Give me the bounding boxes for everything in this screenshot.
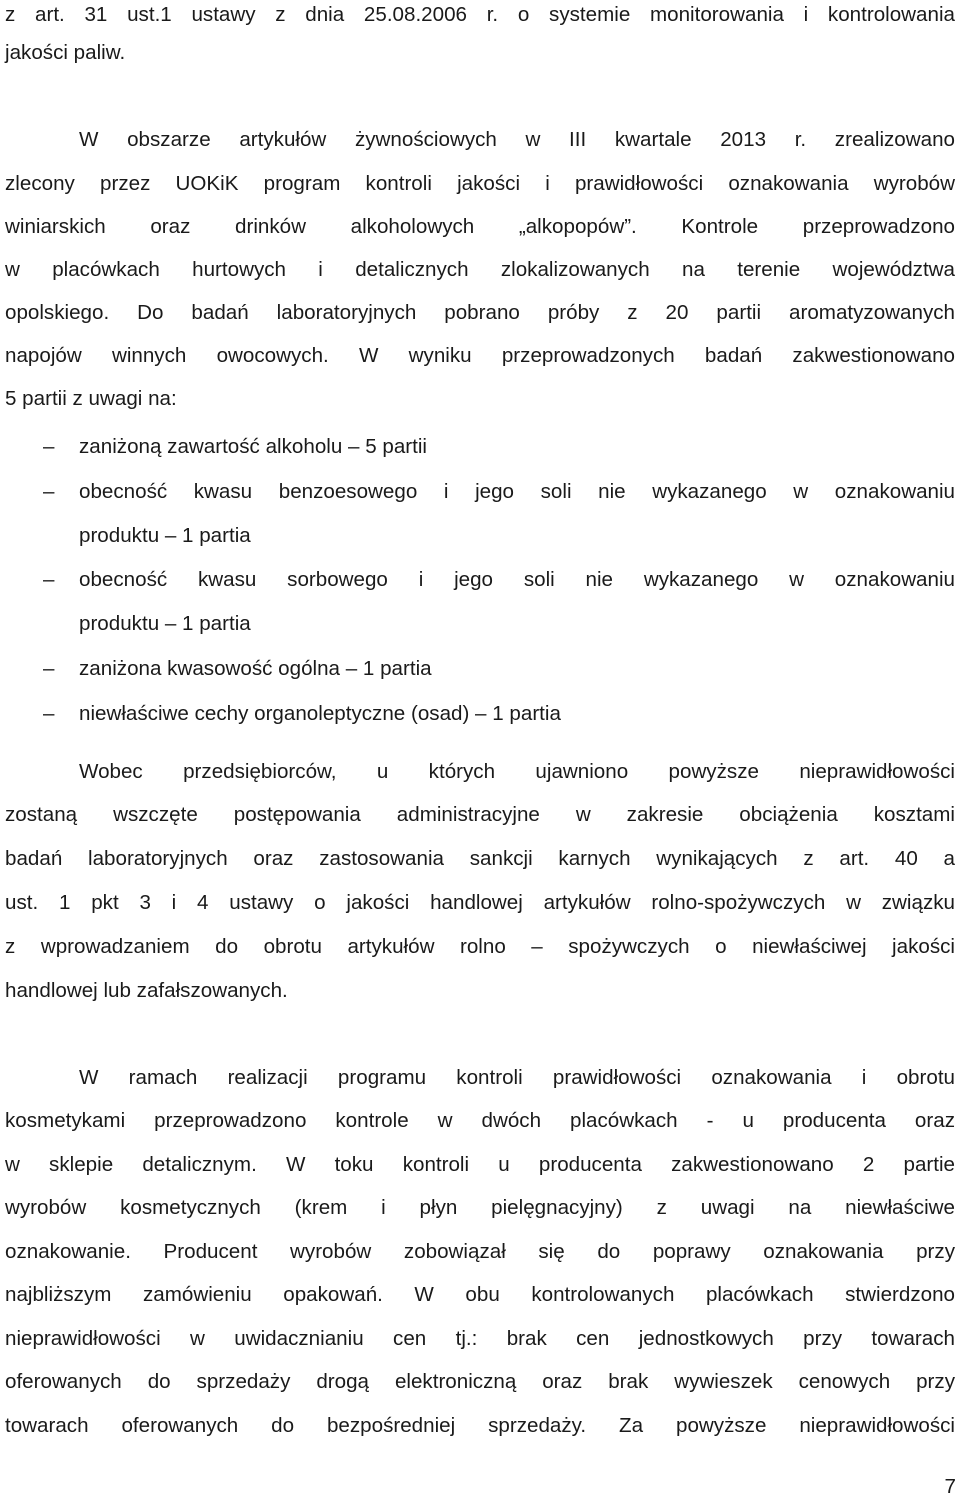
- list-item: [5, 654, 955, 684]
- text-line: kosmetykami przeprowadzono kontrole w dwóch placówkach - u producenta oraz: [5, 1109, 955, 1132]
- list-item-text: produktu – 1 partia: [79, 524, 251, 547]
- text-line: jakości paliw.: [5, 41, 126, 64]
- text-line: oferowanych do sprzedaży drogą elektroniczną oraz brak wywieszek cenowych przy: [5, 1370, 955, 1393]
- text-line: z art. 31 ust.1 ustawy z dnia 25.08.2006 r. o systemie monitorowania i kontrolowania: [5, 3, 955, 26]
- list-item-text: obecność kwasu sorbowego i jego soli nie wykazanego w oznakowaniu: [79, 568, 955, 591]
- list-item-text: niewłaściwe cechy organoleptyczne (osad) – 1 partia: [79, 702, 561, 725]
- first-line-indented: W obszarze artykułów żywnościowych w III kwartale 2013 r. zrealizowano: [79, 128, 955, 151]
- list-item-text: produktu – 1 partia: [79, 612, 251, 635]
- list-item-continuation: [5, 521, 955, 551]
- text-line: w sklepie detalicznym. W toku kontroli u producenta zakwestionowano 2 partie: [5, 1153, 955, 1176]
- text-line: nieprawidłowości w uwidacznianiu cen tj.: brak cen jednostkowych przy towarach: [5, 1327, 955, 1350]
- list-item-text: zaniżoną zawartość alkoholu – 5 partii: [79, 435, 428, 458]
- text-line: oznakowanie. Producent wyrobów zobowiązał się do poprawy oznakowania przy: [5, 1240, 955, 1263]
- list-item-text: obecność kwasu benzoesowego i jego soli nie wykazanego w oznakowaniu: [79, 480, 955, 503]
- list-item: [5, 432, 955, 462]
- text-line: w placówkach hurtowych i detalicznych zlokalizowanych na terenie województwa: [5, 258, 955, 281]
- text-line: badań laboratoryjnych oraz zastosowania sankcji karnych wynikających z art. 40 a: [5, 847, 955, 870]
- list-item-text: zaniżona kwasowość ogólna – 1 partia: [79, 657, 432, 680]
- text-line: winiarskich oraz drinków alkoholowych „alkopopów”. Kontrole przeprowadzono: [5, 215, 955, 238]
- text-line: ust. 1 pkt 3 i 4 ustawy o jakości handlowej artykułów rolno-spożywczych w związku: [5, 891, 955, 914]
- list-item: [5, 565, 955, 595]
- first-line-indented: Wobec przedsiębiorców, u których ujawniono powyższe nieprawidłowości: [79, 760, 955, 783]
- text-line: [5, 757, 955, 787]
- text-line: [5, 125, 955, 155]
- text-line: handlowej lub zafałszowanych.: [5, 979, 288, 1002]
- first-line-indented: W ramach realizacji programu kontroli prawidłowości oznakowania i obrotu: [79, 1066, 955, 1089]
- dash-bullet-icon: –: [43, 702, 55, 725]
- dash-bullet-icon: –: [43, 435, 55, 458]
- list-item: [5, 477, 955, 507]
- list-item-continuation: [5, 609, 955, 639]
- text-line: zostaną wszczęte postępowania administracyjne w zakresie obciążenia kosztami: [5, 803, 955, 826]
- dash-bullet-icon: –: [43, 480, 55, 503]
- text-line: opolskiego. Do badań laboratoryjnych pobrano próby z 20 partii aromatyzowanych: [5, 301, 955, 324]
- dash-bullet-icon: –: [43, 657, 55, 680]
- text-line: [5, 1063, 955, 1093]
- page-number: 7: [944, 1475, 956, 1498]
- text-line: napojów winnych owocowych. W wyniku przeprowadzonych badań zakwestionowano: [5, 344, 955, 367]
- text-line: wyrobów kosmetycznych (krem i płyn pielęgnacyjny) z uwagi na niewłaściwe: [5, 1196, 955, 1219]
- text-line: 5 partii z uwagi na:: [5, 387, 177, 410]
- text-line: najbliższym zamówieniu opakowań. W obu kontrolowanych placówkach stwierdzono: [5, 1283, 955, 1306]
- text-line: zlecony przez UOKiK program kontroli jakości i prawidłowości oznakowania wyrobów: [5, 172, 955, 195]
- dash-bullet-icon: –: [43, 568, 55, 591]
- text-line: z wprowadzaniem do obrotu artykułów rolno – spożywczych o niewłaściwej jakości: [5, 935, 955, 958]
- text-line: towarach oferowanych do bezpośredniej sprzedaży. Za powyższe nieprawidłowości: [5, 1414, 955, 1437]
- list-item: [5, 699, 955, 729]
